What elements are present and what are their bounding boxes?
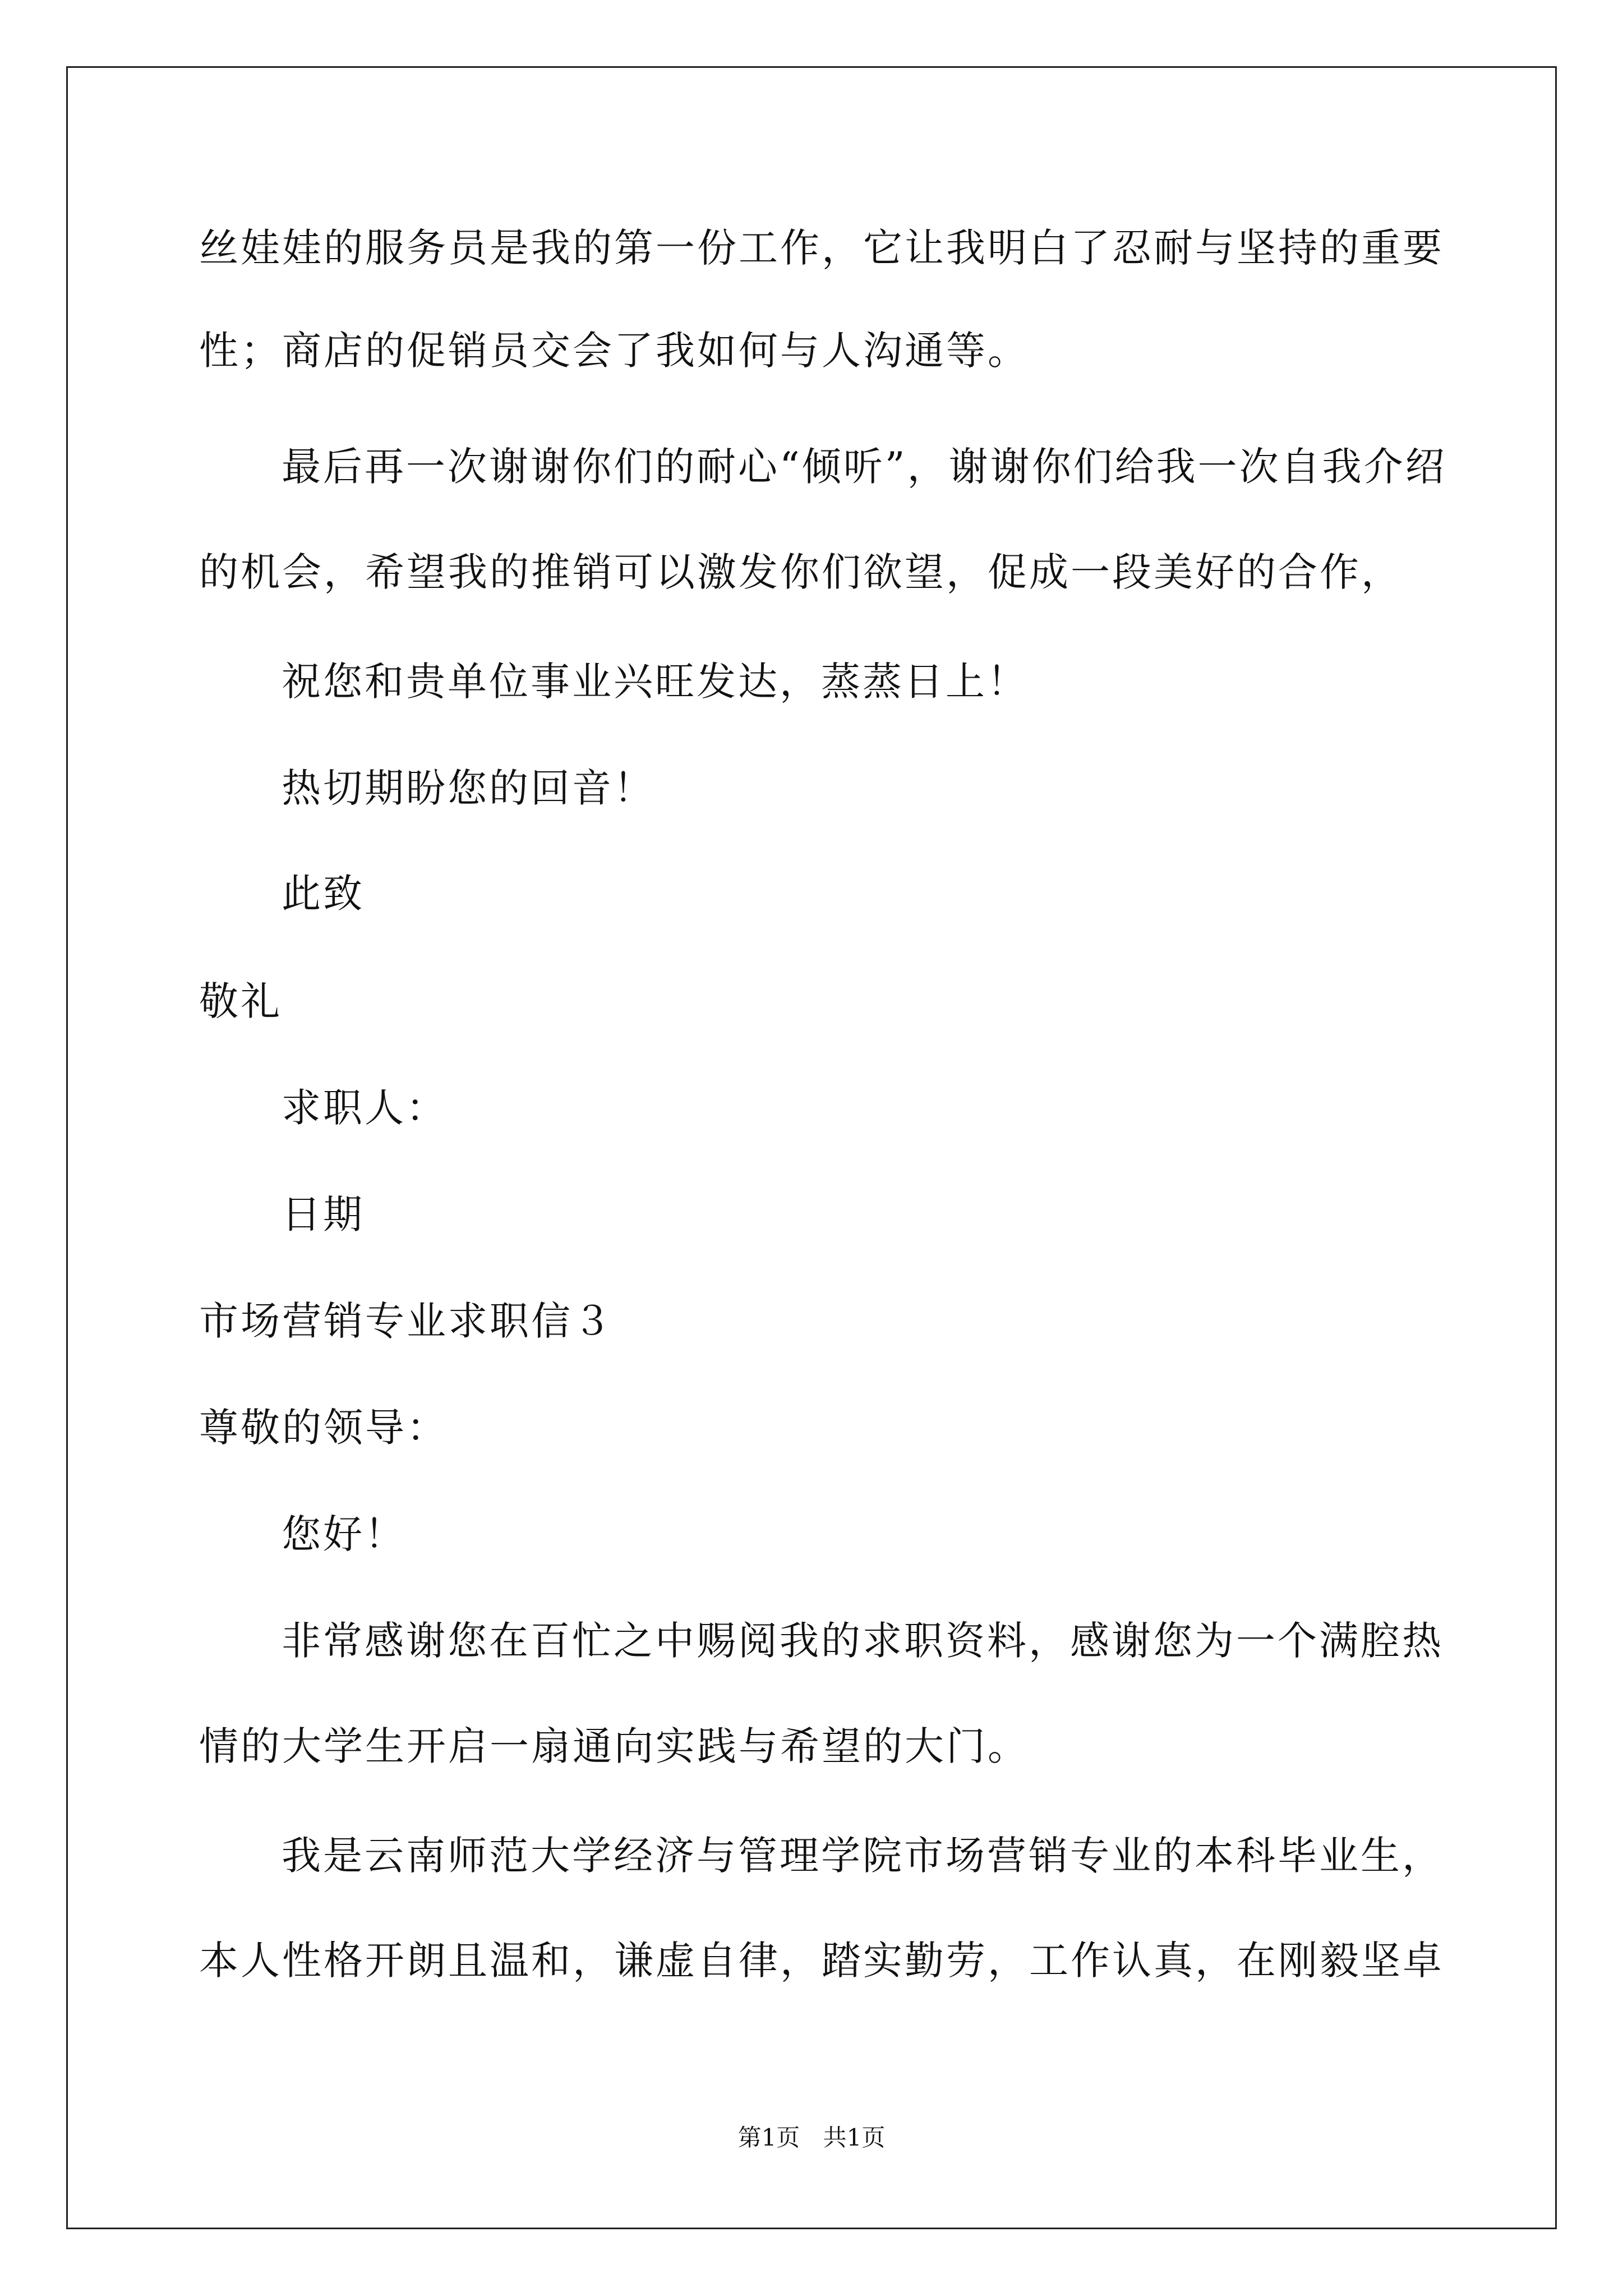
greeting-recipient: 尊敬的领导： [199,1405,448,1451]
page-border [66,66,1557,2229]
page-footer [0,2122,1623,2154]
body-text-line: 本人性格开朗且温和，谦虚自律，踏实勤劳，工作认真，在刚毅坚卓 [199,1938,1444,1984]
body-text-line: 非常感谢您在百忙之中赐阅我的求职资料，感谢您为一个满腔热 [282,1618,1444,1664]
body-text-line: 祝您和贵单位事业兴旺发达，蒸蒸日上！ [282,659,1029,705]
section-title: 市场营销专业求职信３ [199,1298,614,1344]
closing-regards: 敬礼 [199,978,282,1024]
body-text-line: 丝娃娃的服务员是我的第一份工作，它让我明白了忍耐与坚持的重要 [199,225,1444,271]
body-text-line: 最后再一次谢谢你们的耐心“倾听”，谢谢你们给我一次自我介绍 [282,444,1447,490]
body-text-line: 热切期盼您的回音！ [282,765,655,811]
greeting: 您好！ [282,1511,406,1557]
date-label: 日期 [282,1191,365,1237]
body-text-line: 我是云南师范大学经济与管理学院市场营销专业的本科毕业生， [282,1833,1444,1879]
applicant-label: 求职人： [282,1085,448,1131]
body-text-line: 的机会，希望我的推销可以激发你们欲望，促成一段美好的合作， [199,549,1403,595]
body-text-line: 情的大学生开启一扇通向实践与希望的大门。 [199,1723,1029,1769]
page-total: 共1页 [823,2124,886,2151]
closing-salutation: 此致 [282,871,365,917]
page-number: 第1页 [737,2124,800,2151]
body-text-line: 性；商店的促销员交会了我如何与人沟通等。 [199,328,1029,374]
